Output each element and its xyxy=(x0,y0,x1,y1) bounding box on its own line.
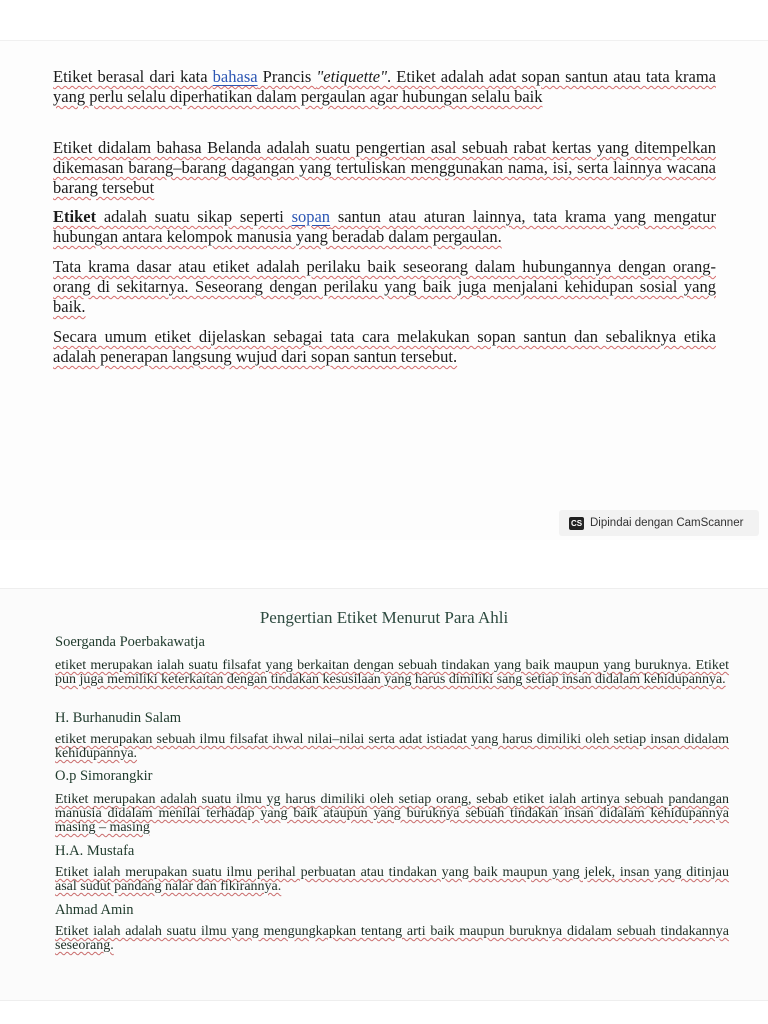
text: adalah suatu sikap seperti xyxy=(96,207,292,226)
text: santun atau aturan lainnya, tata krama yang mengatur hubungan antara kelompok manusia yang beradab dalam pergaulan. xyxy=(53,207,716,246)
expert-name: H.A. Mustafa xyxy=(55,843,135,859)
expert-name: O.p Simorangkir xyxy=(55,768,153,784)
link-sopan[interactable]: sopan xyxy=(291,207,331,226)
expert-definition: etiket merupakan ialah suatu filsafat yang berkaitan dengan sebuah tindakan yang baik maupun yang buruknya. Etiket pun juga memiliki keterkaitan dengan tindakan kesusilaan yang harus dimiliki sang setiap insan didalam kehidupannya. xyxy=(55,658,729,687)
paragraph-secara-umum: Secara umum etiket dijelaskan sebagai tata cara melakukan sopan santun dan sebaliknya etika adalah penerapan langsung wujud dari sopan santun tersebut. xyxy=(53,327,716,366)
expert-definition: Etiket merupakan adalah suatu ilmu yg harus dimiliki oleh setiap orang, sebab etiket ialah artinya sebuah pandangan manusia didalam menilai terhadap yang baik ataupun yang buruknya sebuah tindakan insan didalam kehidupannya masing – masing xyxy=(55,792,729,835)
quote-etiquette: "etiquette" xyxy=(316,67,388,86)
paragraph-etiket-belanda: Etiket didalam bahasa Belanda adalah suatu pengertian asal sebuah rabat kertas yang ditempelkan dikemasan barang–barang dagangan yang tertuliskan menggunakan nama, isi, serta lainnya wacana barang tersebut xyxy=(53,138,716,197)
paragraph-etiket-sikap xyxy=(53,207,716,247)
link-bahasa[interactable]: bahasa xyxy=(212,67,258,86)
camscanner-watermark xyxy=(559,510,759,536)
expert-definition: etiket merupakan sebuah ilmu filsafat ihwal nilai–nilai serta adat istiadat yang harus dimiliki oleh setiap insan didalam kehidupannya. xyxy=(55,732,729,761)
expert-definition: Etiket ialah merupakan suatu ilmu perihal perbuatan atau tindakan yang baik maupun yang jelek, insan yang ditinjau asal sudut pandang nalar dan fikirannya. xyxy=(55,865,729,894)
expert-definition: Etiket ialah adalah suatu ilmu yang mengungkapkan tentang arti baik maupun buruknya didalam sebuah tindakannya seseorang. xyxy=(55,924,729,953)
paragraph-tata-krama: Tata krama dasar atau etiket adalah perilaku baik seseorang dalam hubungannya dengan orang-orang di sekitarnya. Seseorang dengan perilaku yang baik juga menjalani kehidupan sosial yang baik. xyxy=(53,257,716,316)
text: . Etiket adalah adat sopan santun atau tata krama yang perlu selalu diperhatikan dalam pergaulan agar hubungan selalu baik xyxy=(53,67,716,106)
text: Prancis xyxy=(257,67,317,86)
paragraph-etiket-origin xyxy=(53,67,716,107)
camscanner-label: Dipindai dengan CamScanner xyxy=(590,517,744,529)
section-heading: Pengertian Etiket Menurut Para Ahli xyxy=(259,608,509,627)
page-divider xyxy=(0,1000,768,1001)
bold-etiket: Etiket xyxy=(53,207,97,226)
page-divider xyxy=(0,588,768,589)
expert-name: Soerganda Poerbakawatja xyxy=(55,634,205,650)
expert-name: Ahmad Amin xyxy=(55,902,134,918)
expert-name: H. Burhanudin Salam xyxy=(55,710,182,726)
camscanner-icon: CS xyxy=(570,518,583,528)
text: Etiket berasal dari kata xyxy=(53,67,213,86)
page-divider xyxy=(0,40,768,41)
